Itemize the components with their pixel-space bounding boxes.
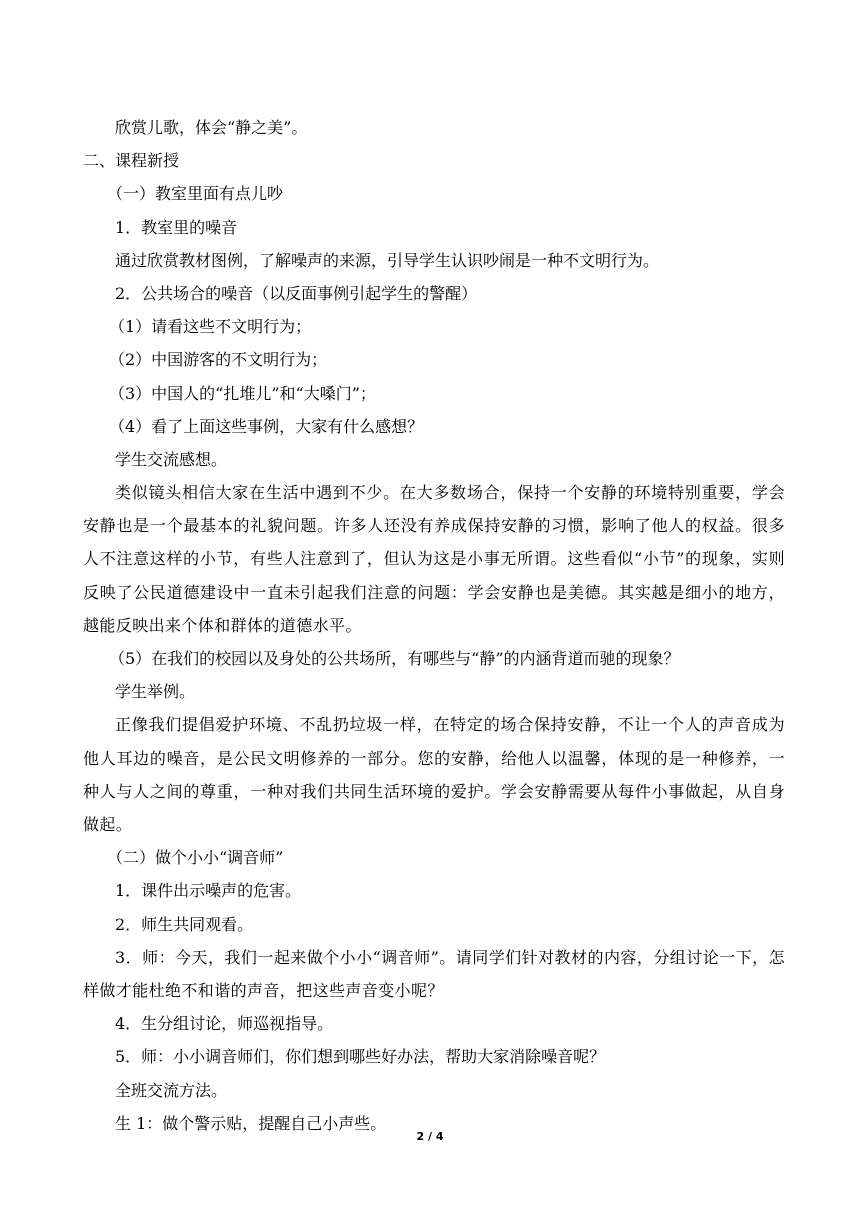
section-heading: 二、课程新授: [83, 151, 180, 171]
text-line: 2．公共场合的噪音（以反面事例引起学生的警醒）: [115, 283, 478, 303]
body-paragraph: 类似镜头相信大家在生活中遇到不少。在大多数场合，保持一个安静的环境特别重要，学会安静也是一个最基本的礼貌问题。许多人还没有养成保持安静的习惯，影响了他人的权益。很多人不注意这样的小节，有些人注意到了，但认为这是小事无所谓。这些看似“小节”的现象，实则反映了公民道德建设中一直未引起我们注意的问题：学会安静也是美德。其实越是细小的地方，越能反映出来个体和群体的道德水平。: [83, 483, 785, 635]
text-line: （一）教室里面有点儿吵: [107, 184, 284, 204]
text-line: 生 1：做个警示贴，提醒自己小声些。: [115, 1113, 387, 1133]
text-line: 2．师生共同观看。: [115, 914, 254, 934]
text-line: 4．生分组讨论，师巡视指导。: [115, 1014, 334, 1034]
text-line: （2）中国游客的不文明行为；: [109, 350, 328, 370]
text-line: 1．教室里的噪音: [115, 217, 238, 237]
text-line: （3）中国人的“扎堆儿”和“大嗓门”；: [109, 383, 376, 403]
text-line: （二）做个小小“调音师”: [107, 848, 284, 868]
text-line: 5．师：小小调音师们，你们想到哪些好办法，帮助大家消除噪音呢？: [115, 1047, 606, 1067]
text-line: 学生举例。: [115, 682, 196, 702]
text-line: （4）看了上面这些事例，大家有什么感想？: [109, 416, 424, 436]
text-line: 通过欣赏教材图例，了解噪声的来源，引导学生认识吵闹是一种不文明行为。: [115, 250, 660, 270]
text-line: 学生交流感想。: [115, 449, 228, 469]
text-line: （5）在我们的校园以及身处的公共场所，有哪些与“静”的内涵背道而驰的现象？: [109, 649, 680, 669]
page-number: 2 / 4: [416, 1130, 444, 1143]
body-paragraph: 3．师：今天，我们一起来做个小小“调音师”。请同学们针对教材的内容，分组讨论一下，怎样做才能杜绝不和谐的声音，把这些声音变小呢？: [83, 947, 785, 1001]
body-paragraph: 正像我们提倡爱护环境、不乱扔垃圾一样，在特定的场合保持安静，不让一个人的声音成为他人耳边的噪音，是公民文明修养的一部分。您的安静，给他人以温馨，体现的是一种修养，一种人与人之间的尊重，一种对我们共同生活环境的爱护。学会安静需要从每件小事做起，从自身做起。: [83, 715, 785, 835]
text-line: 1．课件出示噪声的危害。: [115, 881, 302, 901]
document-body: [83, 111, 785, 1140]
text-line: （1）请看这些不文明行为；: [109, 317, 312, 337]
text-line: 全班交流方法。: [115, 1080, 228, 1100]
text-line: 欣赏儿歌，体会“静之美”。: [115, 118, 308, 137]
